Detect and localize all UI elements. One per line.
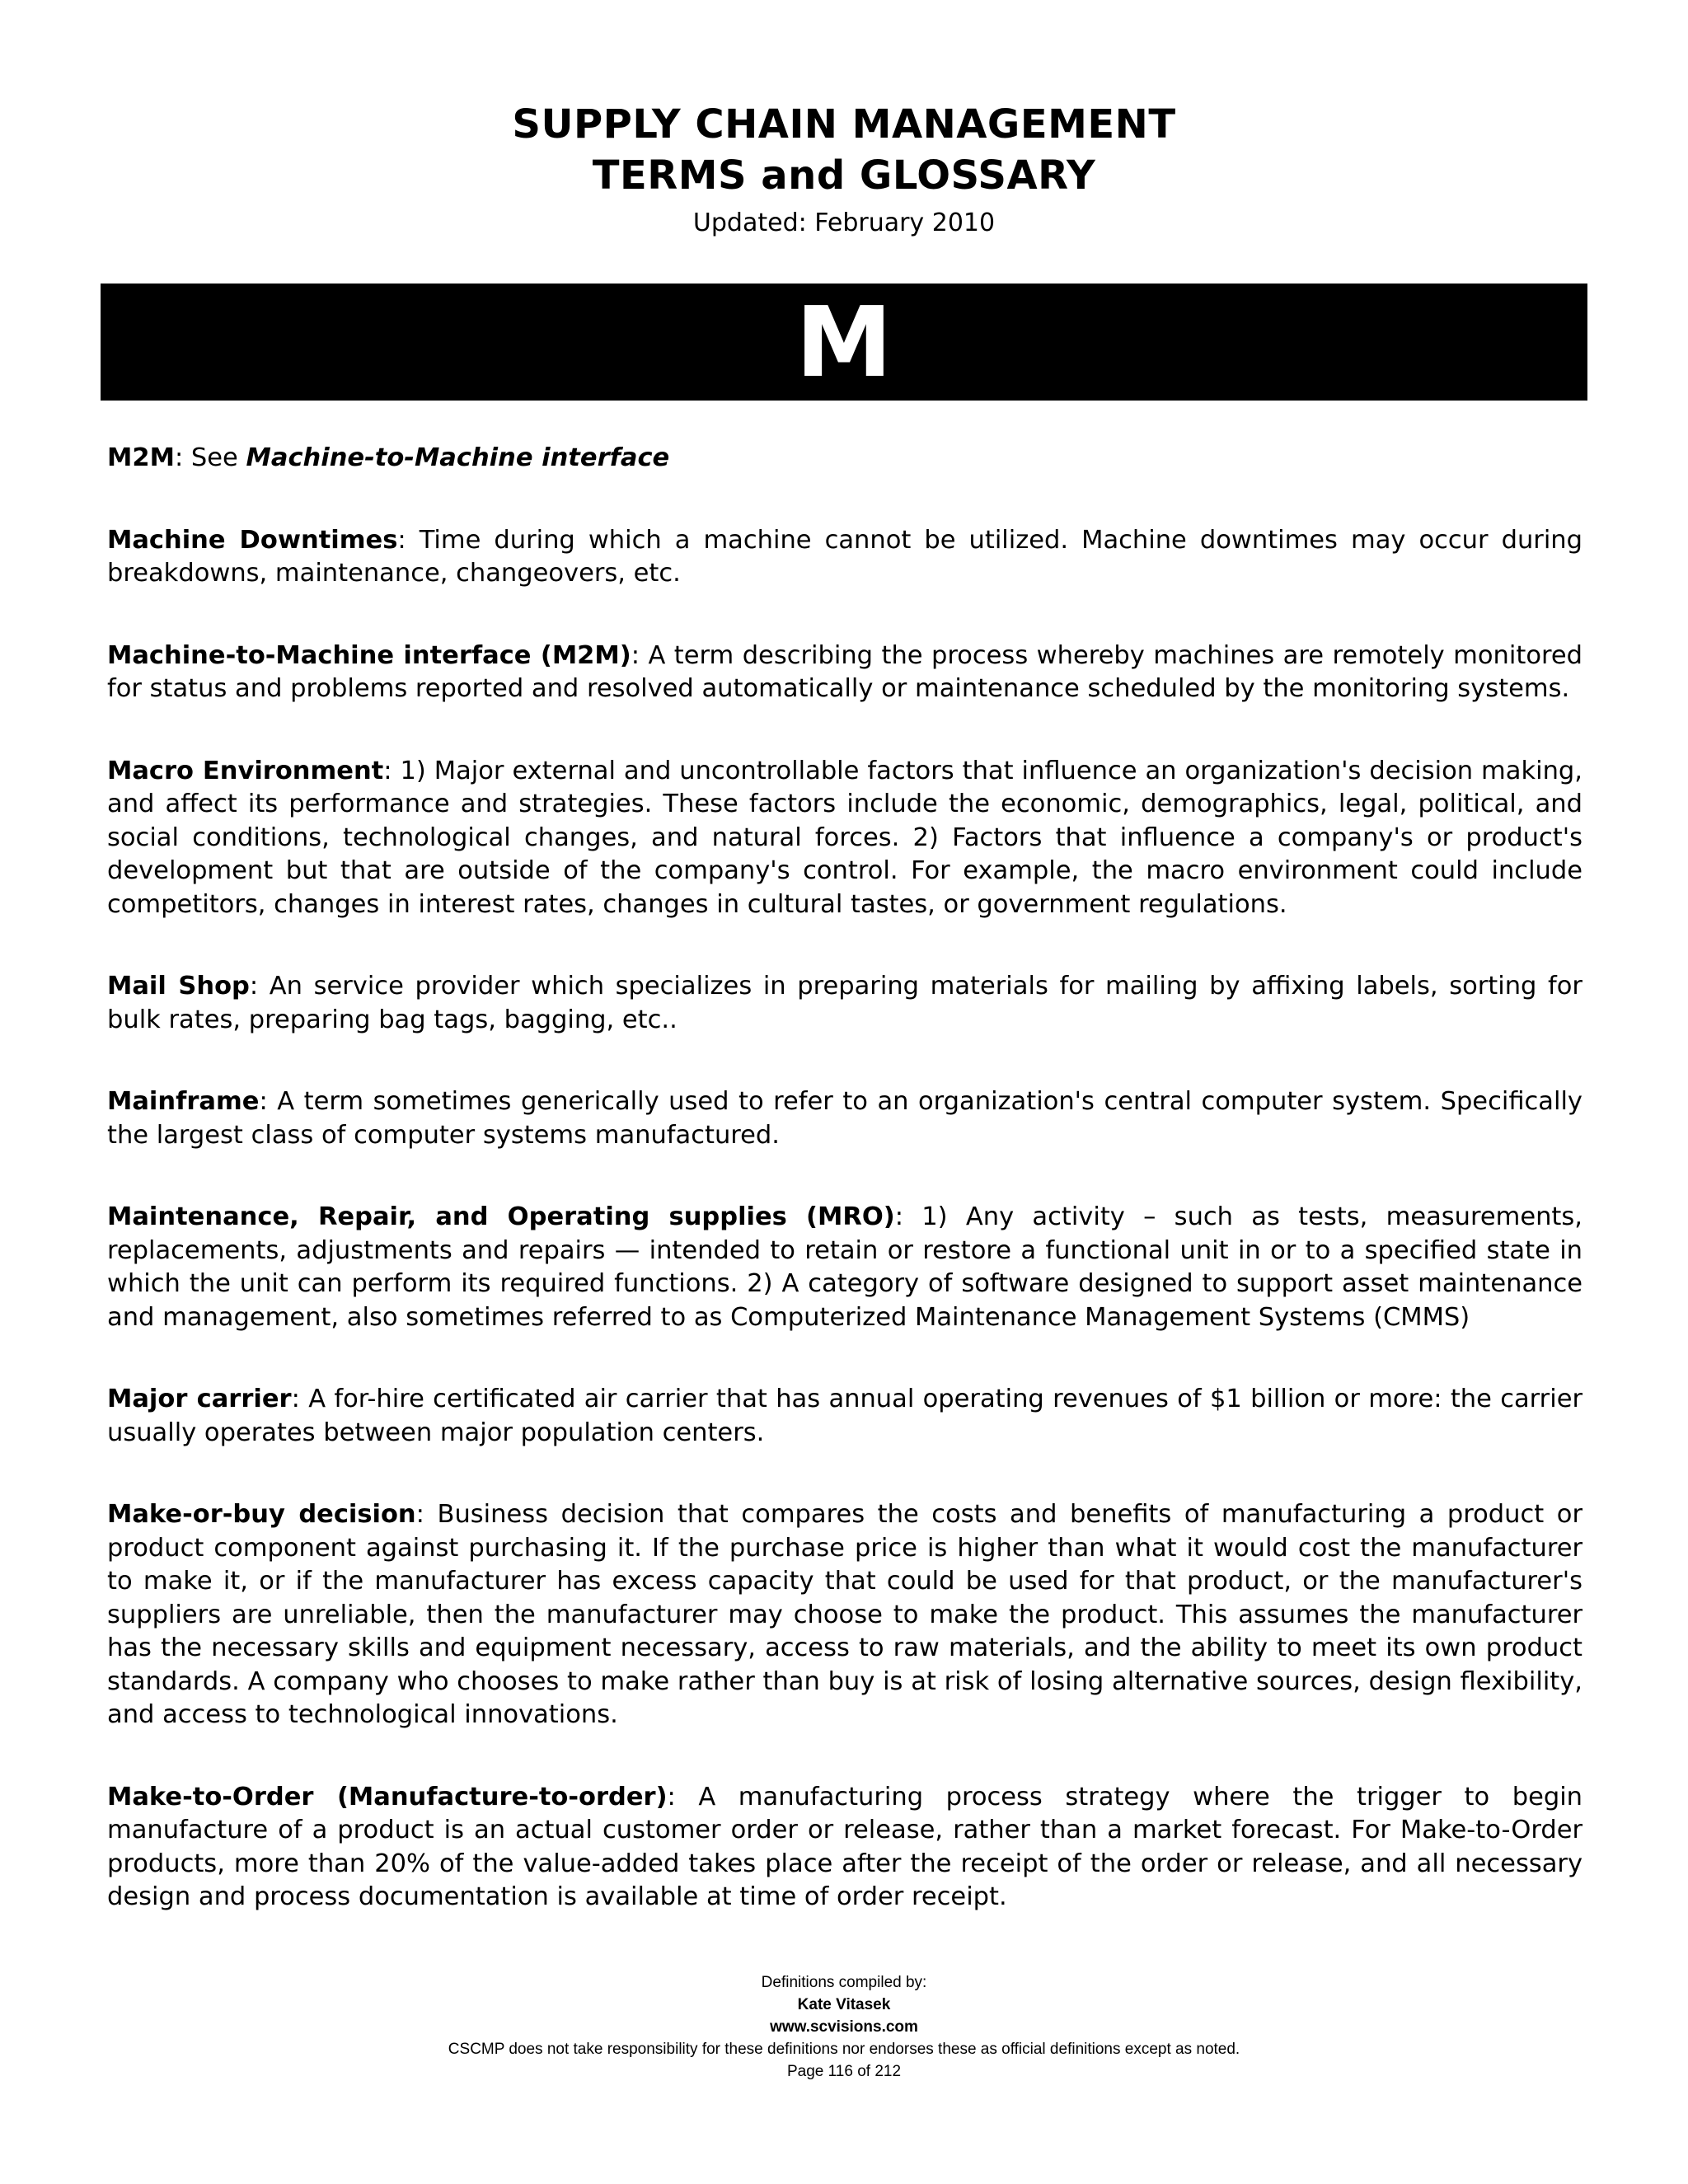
- entry-term: Make-to-Order (Manufacture-to-order): [107, 1782, 668, 1811]
- entry-definition: 1) Any activity – such as tests, measurements, replacements, adjustments and repairs — intended to retain or restore a functional unit in or to a specified state in which the unit can perform its required functions. 2) A category of software designed to support asset maintenance and management, also sometimes referred to as Computerized Maintenance Management Systems (CMMS): [107, 1202, 1582, 1332]
- glossary-entry-macro-environment: [107, 755, 1582, 922]
- entry-definition: A term sometimes generically used to refer to an organization's central computer system. Specifically the largest class of computer systems manufactured.: [107, 1087, 1582, 1150]
- entry-term: Mail Shop: [107, 972, 250, 1001]
- entry-term: Machine-to-Machine interface (M2M): [107, 640, 631, 670]
- entry-definition: 1) Major external and uncontrollable factors that influence an organization's decision making, and affect its performance and strategies. These factors include the economic, demographics, legal, political, and social conditions, technological changes, and natural forces. 2) Factors that influence a company's or product's development but that are outside of the company's control. For example, the macro environment could include competitors, changes in interest rates, changes in cultural tastes, or government regulations.: [107, 756, 1582, 919]
- entry-term: Make-or-buy decision: [107, 1500, 416, 1529]
- entry-definition: An service provider which specializes in preparing materials for mailing by affixing labels, sorting for bulk rates, preparing bag tags, bagging, etc..: [107, 972, 1582, 1034]
- document-title-line-2: TERMS and GLOSSARY: [592, 152, 1096, 199]
- entry-cross-reference: Machine-to-Machine interface: [246, 443, 670, 472]
- glossary-entries: [107, 442, 1582, 1963]
- entry-separator: :: [894, 1202, 922, 1231]
- entry-definition: Time during which a machine cannot be utilized. Machine downtimes may occur during breakdowns, maintenance, changeovers, etc.: [107, 525, 1582, 588]
- footer-page-number: Page 116 of 212: [786, 2063, 902, 2080]
- glossary-entry-machine-downtimes: [107, 524, 1582, 591]
- entry-separator: :: [667, 1782, 699, 1811]
- section-letter-bar: [101, 284, 1587, 401]
- entry-term: Maintenance, Repair, and Operating supplies (MRO): [107, 1202, 895, 1231]
- document-header: [0, 99, 1688, 239]
- footer-website: www.scvisions.com: [770, 2018, 918, 2036]
- entry-separator: :: [174, 443, 191, 472]
- glossary-entry-mro: [107, 1201, 1582, 1334]
- entry-definition: See: [190, 443, 246, 472]
- glossary-entry-make-or-buy-decision: [107, 1498, 1582, 1732]
- footer-compiled-by: Definitions compiled by:: [761, 1974, 927, 1991]
- entry-separator: :: [415, 1500, 438, 1529]
- footer-disclaimer: CSCMP does not take responsibility for these definitions nor endorses these as official definitions except as noted.: [448, 2041, 1240, 2058]
- entry-separator: :: [397, 525, 420, 555]
- entry-term: M2M: [107, 443, 175, 472]
- section-letter: M: [795, 285, 893, 399]
- glossary-entry-mail-shop: [107, 970, 1582, 1037]
- page-footer: [0, 1971, 1688, 2083]
- footer-author: Kate Vitasek: [797, 1996, 891, 2013]
- entry-term: Macro Environment: [107, 756, 384, 785]
- entry-term: Mainframe: [107, 1087, 260, 1116]
- glossary-entry-m2m: [107, 442, 1582, 476]
- glossary-entry-mainframe: [107, 1085, 1582, 1152]
- entry-separator: :: [249, 972, 270, 1001]
- glossary-entry-major-carrier: [107, 1383, 1582, 1450]
- entry-definition: A term describing the process whereby machines are remotely monitored for status and problems reported and resolved automatically or maintenance scheduled by the monitoring systems.: [107, 640, 1582, 703]
- entry-separator: :: [631, 640, 649, 670]
- entry-term: Machine Downtimes: [107, 525, 398, 555]
- glossary-entry-make-to-order: [107, 1781, 1582, 1915]
- entry-definition: Business decision that compares the costs and benefits of manufacturing a product or product component against purchasing it. If the purchase price is higher than what it would cost the manufacturer to make it, or if the manufacturer has excess capacity that could be used for that product, or the manufacturer's suppliers are unreliable, then the manufacturer may choose to make the product. This assumes the manufacturer has the necessary skills and equipment necessary, access to raw materials, and the ability to meet its own product standards. A company who chooses to make rather than buy is at risk of losing alternative sources, design flexibility, and access to technological innovations.: [107, 1500, 1582, 1729]
- entry-definition: A manufacturing process strategy where the trigger to begin manufacture of a product is an actual customer order or release, rather than a market forecast. For Make-to-Order products, more than 20% of the value-added takes place after the receipt of the order or release, and all necessary design and process documentation is available at time of order receipt.: [107, 1782, 1582, 1911]
- entry-separator: :: [259, 1087, 278, 1116]
- entry-term: Major carrier: [107, 1385, 292, 1413]
- entry-separator: :: [383, 756, 401, 785]
- entry-definition: A for-hire certificated air carrier that has annual operating revenues of $1 billion or more: the carrier usually operates between major population centers.: [107, 1385, 1582, 1447]
- updated-date: Updated: February 2010: [692, 209, 996, 237]
- entry-separator: :: [291, 1385, 309, 1413]
- document-title-line-1: SUPPLY CHAIN MANAGEMENT: [512, 101, 1176, 148]
- glossary-entry-machine-to-machine-interface: [107, 640, 1582, 706]
